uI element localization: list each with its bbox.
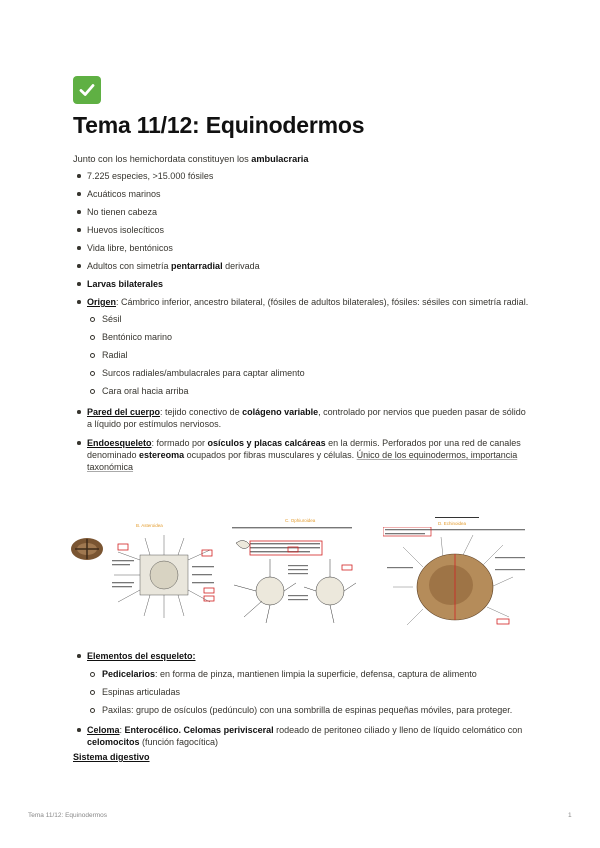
checkmark-icon (73, 76, 101, 104)
sub-list-item: Surcos radiales/ambulacrales para captar alimento (73, 367, 533, 379)
list-item: Huevos isolecíticos (73, 224, 533, 236)
figure-rule (435, 517, 479, 518)
section-heading: Sistema digestivo (73, 752, 150, 762)
list-item-endoesqueleto: Endoesqueleto: formado por osículos y placas calcáreas en la dermis. Perforados por una red de canales denominado estereoma ocupados por fibras musculares y células. Único de los equinodermos, importancia taxonómica (73, 437, 533, 473)
list-item: No tienen cabeza (73, 206, 533, 218)
sub-list-item: Cara oral hacia arriba (73, 385, 533, 397)
asteroidea-diagram (110, 530, 218, 622)
main-bullet-list (73, 170, 533, 473)
list-item: Acuáticos marinos (73, 188, 533, 200)
list-item-skeleton: Elementos del esqueleto: (73, 650, 533, 662)
sub-list-item: Sésil (73, 313, 533, 325)
ophiuroidea-figure (230, 515, 358, 625)
list-item-pared: Pared del cuerpo: tejido conectivo de colágeno variable, controlado por nervios que pueden pasar de sólido a líquido por estímulos nerviosos. (73, 406, 533, 430)
asteroidea-figure (70, 520, 218, 625)
page-title: Tema 11/12: Equinodermos (73, 112, 365, 138)
sub-list-item: Pedicelarios: en forma de pinza, mantienen limpia la superficie, defensa, captura de alimento (73, 668, 533, 680)
skeleton-list (73, 650, 533, 748)
list-item: Larvas bilaterales (73, 278, 533, 290)
sea-urchin-diagram (383, 527, 533, 630)
intro-line: Junto con los hemichordata constituyen los ambulacraria (73, 154, 309, 164)
list-item: Adultos con simetría pentarradial derivada (73, 260, 533, 272)
figure-title: D. Echinoidea (438, 521, 467, 526)
sub-list-item: Paxilas: grupo de osículos (pedúnculo) con una sombrilla de espinas pequeñas móviles, para proteger. (73, 704, 533, 716)
figure-title: B. Asteroidea (136, 523, 163, 528)
sub-list-item: Bentónico marino (73, 331, 533, 343)
list-item-origen: Origen: Cámbrico inferior, ancestro bilateral, (fósiles de adultos bilaterales), fósiles: sésiles con simetría radial. (73, 296, 533, 308)
footer-title: Tema 11/12: Equinodermos (28, 812, 108, 819)
list-item: Vida libre, bentónicos (73, 242, 533, 254)
list-item-celoma: Celoma: Enterocélico. Celomas perivisceral rodeado de peritoneo ciliado y lleno de líquido celomático con celomocitos (función fagocítica) (73, 724, 533, 748)
figure-title: C. Ophiuroidea (285, 518, 316, 523)
page-number: 1 (568, 812, 572, 819)
ophiuroidea-diagram (230, 525, 358, 625)
sub-list-item: Espinas articuladas (73, 686, 533, 698)
sea-star-photo (70, 536, 104, 562)
figures-row (70, 515, 540, 630)
echinoidea-figure (383, 515, 533, 630)
list-item: 7.225 especies, >15.000 fósiles (73, 170, 533, 182)
sub-list-item: Radial (73, 349, 533, 361)
